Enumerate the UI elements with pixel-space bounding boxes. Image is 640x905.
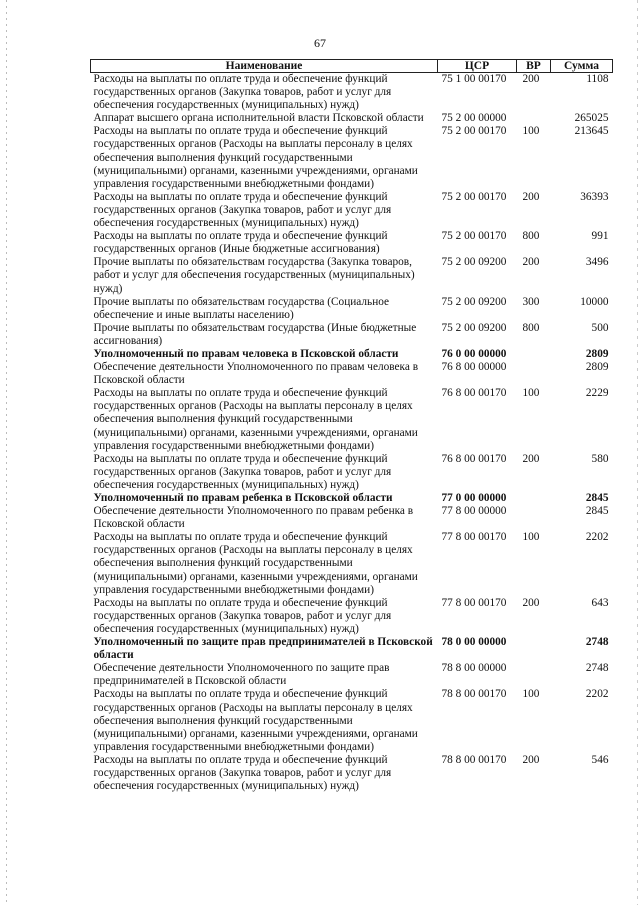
row-sum-cell: 2809 bbox=[585, 361, 609, 374]
row-sum-cell: 2202 bbox=[585, 688, 609, 701]
row-csr-cell: 77 8 00 00170 bbox=[441, 531, 507, 544]
header-name: Наименование bbox=[91, 60, 438, 73]
row-name-cell: Уполномоченный по защите прав предпринимателей в Псковской области bbox=[93, 636, 433, 662]
row-vr-cell: 200 bbox=[522, 753, 540, 766]
row-name-cell: Уполномоченный по правам ребенка в Псковской области bbox=[93, 492, 393, 504]
budget-table bbox=[90, 59, 613, 793]
table-row bbox=[91, 636, 613, 662]
row-vr-cell: 200 bbox=[522, 596, 540, 609]
table-row bbox=[91, 688, 613, 753]
row-csr-cell: 78 8 00 00000 bbox=[441, 662, 507, 675]
row-name-cell: Расходы на выплаты по оплате труда и обеспечение функций государственных органов (Расходы на выплаты персоналу в целях обеспечения выполнения функций государственными (муниципальными) органами, казенными учреждениями, органами управления государственными внебюджетными фондами) bbox=[93, 531, 418, 596]
table-row bbox=[91, 597, 613, 636]
row-vr-cell bbox=[517, 112, 551, 125]
row-sum-cell: 546 bbox=[591, 753, 609, 766]
row-name-cell: Прочие выплаты по обязательствам государства (Закупка товаров, работ и услуг для обеспечения государственных (муниципальных) нужд) bbox=[93, 256, 415, 295]
row-csr-cell: 77 0 00 00000 bbox=[441, 492, 507, 504]
row-sum-cell: 580 bbox=[591, 452, 609, 465]
row-sum-cell: 2748 bbox=[585, 636, 609, 649]
table-row bbox=[91, 296, 613, 322]
row-vr-cell bbox=[517, 636, 551, 662]
row-sum-cell: 36393 bbox=[580, 190, 609, 203]
table-row bbox=[91, 531, 613, 596]
table-header bbox=[91, 60, 613, 73]
table-row bbox=[91, 191, 613, 230]
row-sum-cell: 991 bbox=[591, 230, 609, 243]
table-row bbox=[91, 387, 613, 452]
row-csr-cell: 75 1 00 00170 bbox=[441, 73, 507, 85]
row-sum-cell: 500 bbox=[591, 321, 609, 334]
row-csr-cell: 75 2 00 09200 bbox=[441, 295, 507, 308]
row-sum-cell: 265025 bbox=[574, 112, 609, 125]
row-sum-cell: 213645 bbox=[574, 125, 609, 138]
table-row bbox=[91, 453, 613, 492]
row-sum-cell: 2748 bbox=[585, 662, 609, 675]
row-csr-cell: 75 2 00 00000 bbox=[441, 112, 507, 125]
row-vr-cell: 300 bbox=[522, 295, 540, 308]
table-row bbox=[91, 256, 613, 295]
row-csr-cell: 75 2 00 00170 bbox=[441, 125, 507, 138]
row-csr-cell: 76 0 00 00000 bbox=[441, 347, 507, 360]
row-name-cell: Расходы на выплаты по оплате труда и обеспечение функций государственных органов (Закупка товаров, работ и услуг для обеспечения государственных (муниципальных) нужд) bbox=[93, 190, 392, 230]
scan-edge-right bbox=[637, 0, 638, 905]
table-row bbox=[91, 662, 613, 688]
row-sum-cell: 643 bbox=[591, 596, 609, 609]
row-csr-cell: 76 8 00 00170 bbox=[441, 452, 507, 465]
row-vr-cell bbox=[517, 361, 551, 387]
row-csr-cell: 78 8 00 00170 bbox=[441, 753, 507, 766]
row-csr-cell: 75 2 00 00170 bbox=[441, 190, 507, 203]
row-vr-cell: 200 bbox=[522, 73, 540, 85]
row-vr-cell: 800 bbox=[522, 321, 540, 334]
row-csr-cell: 76 8 00 00000 bbox=[441, 361, 507, 374]
row-name-cell: Аппарат высшего органа исполнительной власти Псковской области bbox=[93, 112, 424, 125]
row-name-cell: Расходы на выплаты по оплате труда и обеспечение функций государственных органов (Закупка товаров, работ и услуг для обеспечения государственных (муниципальных) нужд) bbox=[93, 753, 392, 793]
page-number: 67 bbox=[314, 36, 326, 50]
row-name-cell: Расходы на выплаты по оплате труда и обеспечение функций государственных органов (Закупка товаров, работ и услуг для обеспечения государственных (муниципальных) нужд) bbox=[93, 596, 392, 635]
row-csr-cell: 76 8 00 00170 bbox=[441, 387, 507, 400]
row-vr-cell: 200 bbox=[522, 256, 540, 269]
table-row bbox=[91, 112, 613, 125]
row-name-cell: Расходы на выплаты по оплате труда и обеспечение функций государственных органов (Закупка товаров, работ и услуг для обеспечения государственных (муниципальных) нужд) bbox=[93, 452, 392, 491]
row-vr-cell bbox=[517, 505, 551, 531]
table-row bbox=[91, 361, 613, 387]
row-name-cell: Прочие выплаты по обязательствам государства (Иные бюджетные ассигнования) bbox=[93, 321, 417, 347]
row-vr-cell: 200 bbox=[522, 452, 540, 465]
header-csr: ЦСР bbox=[438, 60, 517, 73]
row-name-cell: Расходы на выплаты по оплате труда и обеспечение функций государственных органов (Расходы на выплаты персоналу в целях обеспечения выполнения функций государственными (муниципальными) органами, казенными учреждениями, органами управления государственными внебюджетными фондами) bbox=[93, 387, 418, 452]
row-name-cell: Уполномоченный по правам человека в Псковской области bbox=[93, 347, 399, 360]
row-sum-cell: 2809 bbox=[585, 347, 609, 360]
table-row bbox=[91, 505, 613, 531]
row-csr-cell: 75 2 00 09200 bbox=[441, 321, 507, 334]
row-vr-cell: 200 bbox=[522, 190, 540, 203]
table-row bbox=[91, 125, 613, 190]
row-vr-cell: 100 bbox=[522, 688, 540, 701]
row-csr-cell: 78 0 00 00000 bbox=[441, 636, 507, 649]
header-vr: ВР bbox=[517, 60, 551, 73]
row-vr-cell: 100 bbox=[522, 531, 540, 544]
row-name-cell: Расходы на выплаты по оплате труда и обеспечение функций государственных органов (Закупка товаров, работ и услуг для обеспечения государственных (муниципальных) нужд) bbox=[93, 73, 392, 112]
row-csr-cell: 75 2 00 09200 bbox=[441, 256, 507, 269]
row-sum-cell: 3496 bbox=[585, 256, 609, 269]
row-sum-cell: 2845 bbox=[585, 492, 609, 504]
row-vr-cell bbox=[517, 662, 551, 688]
row-vr-cell bbox=[517, 492, 551, 505]
header-row bbox=[91, 60, 613, 73]
row-sum-cell: 2202 bbox=[585, 531, 609, 544]
table-row bbox=[91, 322, 613, 348]
row-name-cell: Расходы на выплаты по оплате труда и обеспечение функций государственных органов (Иные бюджетные ассигнования) bbox=[93, 230, 388, 256]
row-csr-cell: 78 8 00 00170 bbox=[441, 688, 507, 701]
row-name-cell: Прочие выплаты по обязательствам государства (Социальное обеспечение и иные выплаты населению) bbox=[93, 295, 390, 321]
row-sum-cell: 1108 bbox=[586, 73, 609, 85]
table-row bbox=[91, 230, 613, 256]
row-vr-cell: 800 bbox=[522, 230, 540, 243]
row-csr-cell: 77 8 00 00170 bbox=[441, 596, 507, 609]
row-vr-cell: 100 bbox=[522, 387, 540, 400]
table-body bbox=[91, 73, 613, 794]
row-vr-cell bbox=[517, 348, 551, 361]
table-row bbox=[91, 73, 613, 113]
table-row bbox=[91, 754, 613, 793]
row-sum-cell: 2845 bbox=[585, 505, 609, 518]
row-name-cell: Расходы на выплаты по оплате труда и обеспечение функций государственных органов (Расходы на выплаты персоналу в целях обеспечения выполнения функций государственными (муниципальными) органами, казенными учреждениями, органами управления государственными внебюджетными фондами) bbox=[93, 688, 418, 753]
scan-edge-left bbox=[6, 0, 7, 905]
row-sum-cell: 10000 bbox=[580, 295, 609, 308]
row-csr-cell: 75 2 00 00170 bbox=[441, 230, 507, 243]
row-name-cell: Обеспечение деятельности Уполномоченного по правам ребенка в Псковской области bbox=[93, 505, 414, 531]
row-name-cell: Обеспечение деятельности Уполномоченного по правам человека в Псковской области bbox=[93, 361, 419, 387]
row-sum-cell: 2229 bbox=[585, 387, 609, 400]
row-csr-cell: 77 8 00 00000 bbox=[441, 505, 507, 518]
table-row bbox=[91, 348, 613, 361]
header-sum: Сумма bbox=[551, 60, 613, 73]
table-row bbox=[91, 492, 613, 505]
row-name-cell: Обеспечение деятельности Уполномоченного по защите прав предпринимателей в Псковской области bbox=[93, 662, 390, 688]
row-vr-cell: 100 bbox=[522, 125, 540, 138]
row-name-cell: Расходы на выплаты по оплате труда и обеспечение функций государственных органов (Расходы на выплаты персоналу в целях обеспечения выполнения функций государственными (муниципальными) органами, казенными учреждениями, органами управления государственными внебюджетными фондами) bbox=[93, 125, 418, 190]
